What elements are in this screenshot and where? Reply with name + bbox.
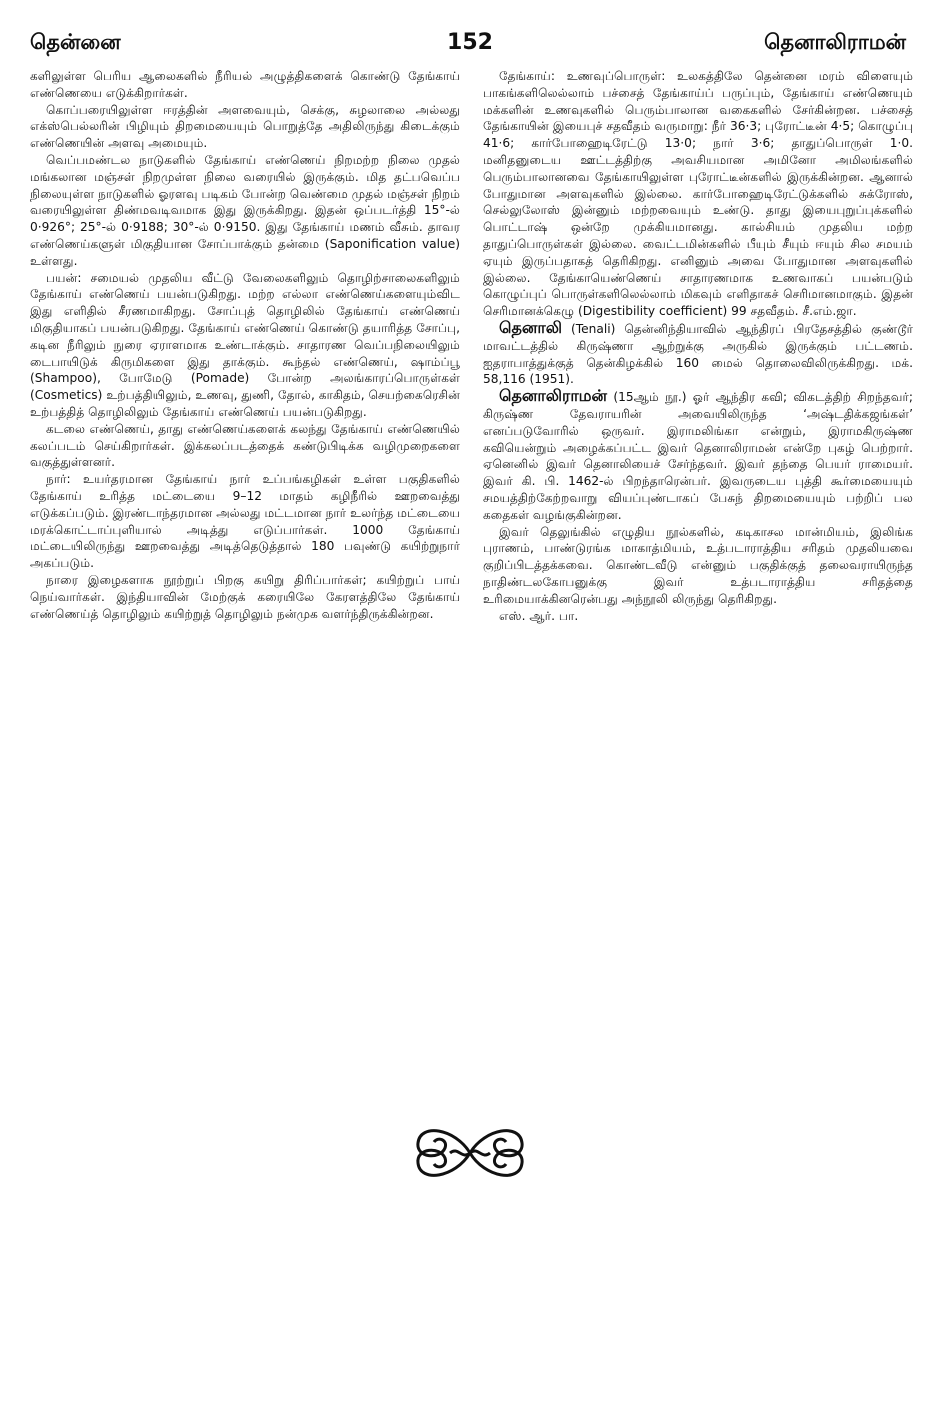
entry-text: (Tenali) தென்னிந்தியாவில் ஆந்திரப் பிரதேசத்தில் குண்டூர் மாவட்டத்தில் கிருஷ்ணா ஆற்றுக்கு அருகில் இருக்கும் பட்டணம். ஐதராபாத்துக்குத் தென்கிழக்கில் 160 மைல் தொலைவிலிருக்கிறது. மக். 58,116 (1951). <box>483 321 913 387</box>
right-column <box>483 68 913 624</box>
entry-tenaliraman <box>483 388 913 523</box>
paragraph: இவர் தெலுங்கில் எழுதிய நூல்களில், கடிகாசல மான்மியம், இலிங்க புராணம், பாண்டுரங்க மாகாத்மியம், உத்படாராத்திய சரிதம் முதலியவை குறிப்பிடத்தக்கவை. கொண்டவீடு என்னும் பகுதிக்குத் தலைவராயிருந்த நாதிண்டலகோபனுக்கு இவர் உத்படாராத்திய சரிதத்தை உரிமையாக்கினரென்பது அந்நூலி லிருந்து தெரிகிறது. <box>483 524 913 606</box>
page-header <box>0 0 940 60</box>
paragraph: களிலுள்ள பெரிய ஆலைகளில் நீரியல் அழுத்திகளைக் கொண்டு தேங்காய் எண்ணெயை எடுக்கிறார்கள். <box>30 69 460 100</box>
paragraph: வெப்பமண்டல நாடுகளில் தேங்காய் எண்ணெய் நிறமற்ற நிலை முதல் மங்கலான மஞ்சள் நிறமுள்ள நிலை வரையில் இருக்கும். மித தட்பவெப்ப நிலையுள்ள நாடுகளில் ஓரளவு படிகம் போன்ற வெண்மை முதல் மஞ்சள் நிறம் வரையிலுள்ள திண்மவடிவமாக இது இருக்கிறது. இதன் ஒப்படர்த்தி 15°-ல் 0·926°; 25°-ல் 0·9188; 30°-ல் 0·9150. இது தேங்காய் மணம் வீசும். தாவர எண்ணெய்களுள் மிகுதியான சோப்பாக்கும் தன்மை (Saponification value) உள்ளது. <box>30 152 460 268</box>
entry-text: (15ஆம் நூ.) ஓர் ஆந்திர கவி; விகடத்திற் சிறந்தவர்; கிருஷ்ண தேவராயரின் அவையிலிருந்த ‘அஷ்டதிக்கஜங்கள்’ எனப்படுவோரில் ஒருவர். இராமலிங்கா என்றும், இராமகிருஷ்ண கவியென்றும் அழைக்கப்பட்ட இவர் தெனாலிராமன் என்றே புகழ் பெற்றார். ஏனெனில் இவர் தெனாலியைச் சேர்ந்தவர். இவர் தந்தை பெயர் ராமையர். இவர் கி. பி. 1462-ல் பிறந்தாரென்பர். இவருடைய புத்தி கூர்மையையும் சமயத்திற்கேற்றவாறு வியப்புண்டாகப் பேசுந் திறமையையும் பற்றிப் பல கதைகள் வழங்குகின்றன. <box>483 390 913 522</box>
paragraph: நாரை இழைகளாக நூற்றுப் பிறகு கயிறு திரிப்பார்கள்; கயிற்றுப் பாய் நெய்வார்கள். இந்தியாவின் மேற்குக் கரையிலே கேரளத்திலே தேங்காய் எண்ணெய்த் தொழிலும் கயிற்றுத் தொழிலும் நன்முக வளர்ந்திருக்கின்றன. <box>30 572 460 621</box>
page-number: 152 <box>447 30 493 55</box>
paragraph: நார்: உயர்தரமான தேங்காய் நார் உப்பங்கழிகள் உள்ள பகுதிகளில் தேங்காய் உரித்த மட்டையை 9–12 மாதம் கழிநீரில் ஊறவைத்து எடுக்கப்படும். இரண்டாந்தரமான அல்லது மட்டமான நார் உலர்ந்த மட்டையை மரக்கொட்டாப்புளியால் அடித்து எடுப்பார்கள். 1000 தேங்காய் மட்டையிலிருந்து ஊறவைத்து அடித்தெடுத்தால் 180 பவுண்டு கயிற்றுநார் அகப்படும். <box>30 472 460 571</box>
entry-headword: தெனாலிராமன் <box>499 386 608 406</box>
left-column <box>30 68 460 622</box>
paragraph: தேங்காய்: உணவுப்பொருள்: உலகத்திலே தென்னை மரம் விளையும் பாகங்களிலெல்லாம் பச்சைத் தேங்காய்ப் பருப்பும், தேங்காய் எண்ணெயும் மக்களின் உணவுகளில் பெரும்பாலான வகைகளில் சேர்கின்றன. பச்சைத் தேங்காயின் இயைபுச் சதவீதம் வருமாறு: நீர் 36·3; புரோட்டீன் 4·5; கொழுப்பு 41·6; கார்போஹைடிரேட்டு 13·0; நார் 3·6; தாதுப்பொருள் 1·0. மனிதனுடைய ஊட்டத்திற்கு அவசியமான அமினோ அமிலங்களில் பெரும்பாலானவை தேங்காயிலுள்ள புரோட்டீன்களில் இருக்கின்றன. ஆனால் போதுமான அளவுகளில் இல்லை. கார்போஹைடிரேட்டுக்களில் சுக்ரோஸ், செல்லுலோஸ் இன்னும் மற்றவையும் உண்டு. தாது இயைபுறுப்புக்களில் பொட்டாஷ் ஒன்றே முக்கியமானது. கால்சியம் முதலிய மற்ற தாதுப்பொருள்கள் இல்லை. வைட்டமின்களில் பீயும் சீயும் ஈயும் சில சமயம் ஏயும் இருப்பதாகத் தெரிகிறது. எனினும் அவை போதுமான அளவுகளில் இல்லை. தேங்காயெண்ணெய் சாதாரணமாக உணவாகப் பயன்படும் கொழுப்புப் பொருள்களிலெல்லாம் மிகவும் எளிதாகச் செரிமானமாகும். இதன் செரிமானக்கெழு (Digestibility coefficient) 99 சதவீதம். சீ.எம்.ஜா. <box>483 69 913 319</box>
paragraph: கடலை எண்ணெய், தாது எண்ணெய்களைக் கலந்து தேங்காய் எண்ணெயில் கலப்படம் செய்கிறார்கள். இக்கலப்படத்தைக் கண்டுபிடிக்க வழிமுறைகளை வகுத்துள்ளனர். <box>30 421 460 470</box>
entry-tenali <box>483 317 913 388</box>
author-signature: எஸ். ஆர். பா. <box>499 608 579 623</box>
paragraph: கொப்பரையிலுள்ள ஈரத்தின் அளவையும், செக்கு, சுழலாலை அல்லது எக்ஸ்பெல்லரின் பிழியும் திறமையையும் பொறுத்தே அதிலிருந்து கிடைக்கும் எண்ணெயின் அளவு அமையும். <box>30 102 460 151</box>
entry-headword: தெனாலி <box>499 317 563 337</box>
running-head-left: தென்னை <box>30 30 121 54</box>
ornament-icon <box>400 1118 540 1188</box>
paragraph: பயன்: சமையல் முதலிய வீட்டு வேலைகளிலும் தொழிற்சாலைகளிலும் தேங்காய் எண்ணெய் பயன்படுகிறது. மற்ற எல்லா எண்ணெய்களையும்விட இது எளிதில் சீரணமாகிறது. சோப்புத் தொழிலில் தேங்காய் எண்ணெய் மிகுதியாகப் பயன்படுகிறது. தேங்காய் எண்ணெய் கொண்டு தயாரித்த சோப்பு, கடின நீரிலும் நுரை ஏராளமாக உண்டாக்கும். சாதாரண வெப்பநிலையிலும் டைபாயிடுக் கிருமிகளை இது தாக்கும். கூந்தல் எண்ணெய், ஷாம்ப்பூ (Shampoo), போமேடு (Pomade) போன்ற அலங்காரப்பொருள்கள் (Cosmetics) உற்பத்தியிலும், உணவு, துணி, தோல், காகிதம், செயற்கைரெசின் உற்பத்தித் தொழிலிலும் தேங்காய் எண்ணெய் பயன்படுகிறது. <box>30 270 460 419</box>
running-head-right: தெனாலிராமன் <box>764 30 906 54</box>
